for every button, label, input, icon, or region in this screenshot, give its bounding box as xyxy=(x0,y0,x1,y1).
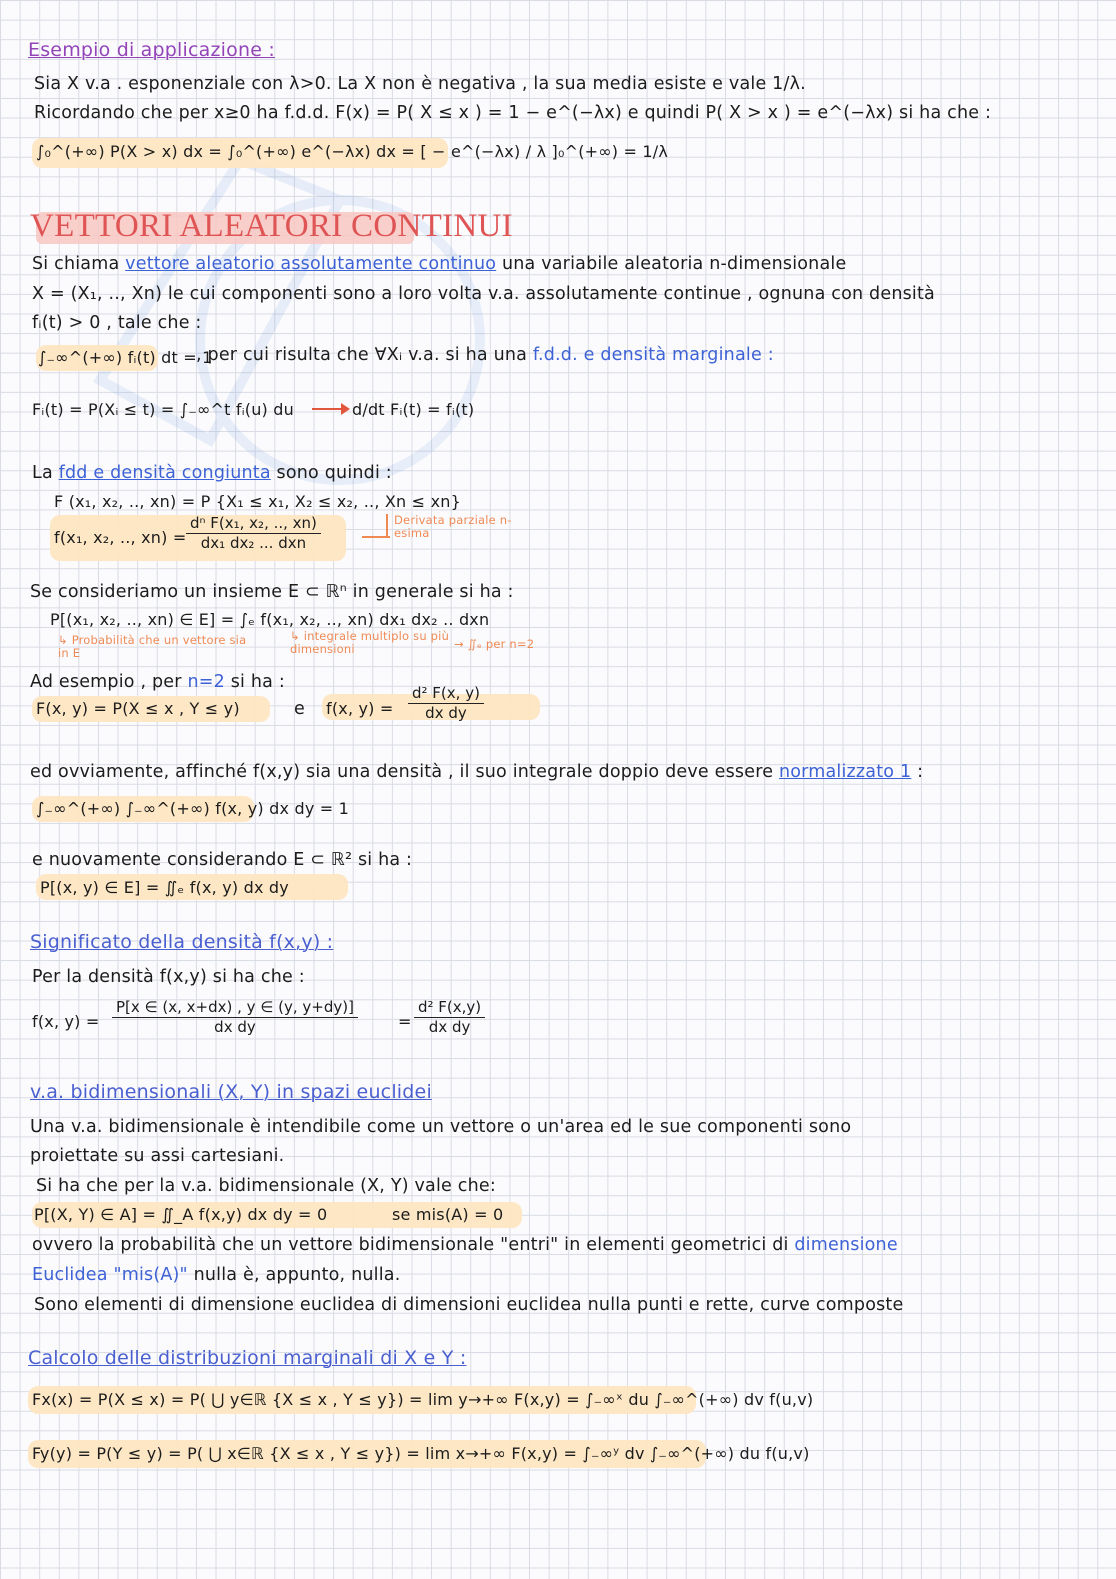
joint-intro-start: La xyxy=(32,463,53,483)
euclid-euclidea-term: Euclidea "mis(A)" xyxy=(32,1265,188,1285)
euclid-line-6: Sono elementi di dimensione euclidea di dimensioni euclidea nulla punti e rette, curve composte xyxy=(34,1295,904,1315)
marginal-line xyxy=(196,343,774,367)
example2-n: n=2 xyxy=(187,672,225,692)
euclid-line-3: Si ha che per la v.a. bidimensionale (X, Y) vale che: xyxy=(36,1176,496,1196)
partial-derivative-note: Derivata parziale n-esima xyxy=(394,513,512,540)
right-arrow-icon xyxy=(312,408,348,410)
definition-end: una variabile aleatoria n-dimensionale xyxy=(501,254,847,274)
example-title: Esempio di applicazione : xyxy=(28,39,275,61)
meaning-equals: = xyxy=(398,1012,412,1031)
joint-density-numerator: dⁿ F(x₁, x₂, .., xn) xyxy=(186,514,321,534)
marginal-x-formula: Fx(x) = P(X ≤ x) = P( ⋃ y∈ℝ {X ≤ x , Y ≤ y}) = lim y→+∞ F(x,y) = ∫₋∞ˣ du ∫₋∞^(+∞) dv f(u,v) xyxy=(32,1390,814,1409)
meaning-fraction xyxy=(112,998,358,1037)
meaning-numerator: P[x ∈ (x, x+dx) , y ∈ (y, y+dy)] xyxy=(112,998,358,1018)
meaning-lhs: f(x, y) = xyxy=(32,1012,100,1031)
example2-density-lhs: f(x, y) = xyxy=(326,699,394,718)
definition-line-2: X = (X₁, .., Xn) le cui componenti sono a loro volta v.a. assolutamente continue , ognuna con densità xyxy=(32,284,935,304)
marginal-term: f.d.d. e densità marginale : xyxy=(532,345,774,365)
joint-intro xyxy=(32,461,392,485)
joint-cdf: F (x₁, x₂, .., xn) = P {X₁ ≤ x₁, X₂ ≤ x₂, .., Xn ≤ xn} xyxy=(54,492,461,511)
joint-term: fdd e densità congiunta xyxy=(58,463,271,483)
example-formula: ∫₀^(+∞) P(X > x) dx = ∫₀^(+∞) e^(−λx) dx = [ − e^(−λx) / λ ]₀^(+∞) = 1/λ xyxy=(36,142,669,161)
euclid-condition: se mis(A) = 0 xyxy=(392,1205,504,1224)
definition-line-3: fᵢ(t) > 0 , tale che : xyxy=(32,313,202,333)
meaning-fraction-2 xyxy=(414,998,485,1037)
joint-density-denominator: dx₁ dx₂ ... dxn xyxy=(200,534,307,552)
region-probability: P[(x, y) ∈ E] = ∬ₑ f(x, y) dx dy xyxy=(40,878,289,897)
example2-intro-start: Ad esempio , per xyxy=(30,672,182,692)
euclid-line-5 xyxy=(32,1263,400,1287)
marginal-cdf: Fᵢ(t) = P(Xᵢ ≤ t) = ∫₋∞^t fᵢ(u) du xyxy=(32,400,294,419)
meaning-denominator: dx dy xyxy=(214,1018,256,1036)
normalization-again: e nuovamente considerando E ⊂ ℝ² si ha : xyxy=(32,850,413,870)
example2-cdf: F(x, y) = P(X ≤ x , Y ≤ y) xyxy=(36,699,240,718)
example2-intro-end: si ha : xyxy=(230,672,285,692)
euclid-line-4 xyxy=(32,1233,898,1257)
example2-denominator: dx dy xyxy=(425,704,467,722)
joint-density-fraction xyxy=(186,514,321,553)
joint-density-lhs: f(x₁, x₂, .., xn) = xyxy=(54,528,187,547)
meaning-intro: Per la densità f(x,y) si ha che : xyxy=(32,967,305,987)
section-title: VETTORI ALEATORI CONTINUI xyxy=(30,208,513,244)
set-note-2: ↳ integrale multiplo su più dimensioni xyxy=(290,629,450,656)
example2-fraction xyxy=(408,684,484,723)
set-note-1: ↳ Probabilità che un vettore sia in E xyxy=(58,633,247,660)
definition-line-1 xyxy=(32,252,846,276)
definition-term: vettore aleatorio assolutamente continuo xyxy=(125,254,497,274)
set-formula: P[(x₁, x₂, .., xn) ∈ E] = ∫ₑ f(x₁, x₂, .., xn) dx₁ dx₂ .. dxn xyxy=(50,610,490,629)
example-line-1: Sia X v.a . esponenziale con λ>0. La X non è negativa , la sua media esiste e vale 1/λ. xyxy=(34,74,806,94)
meaning-numerator-2: d² F(x,y) xyxy=(414,998,485,1018)
set-intro: Se consideriamo un insieme E ⊂ ℝⁿ in generale si ha : xyxy=(30,582,514,602)
normalization-term: normalizzato 1 xyxy=(778,762,912,782)
double-integral: ∫₋∞^(+∞) ∫₋∞^(+∞) f(x, y) dx dy = 1 xyxy=(36,799,350,818)
normalization-integral: ∫₋∞^(+∞) fᵢ(t) dt = 1 xyxy=(38,348,213,367)
joint-intro-end: sono quindi : xyxy=(276,463,392,483)
example2-intro xyxy=(30,670,285,694)
euclid-line-5-end: nulla è, appunto, nulla. xyxy=(193,1265,401,1285)
normalization-start: ed ovviamente, affinché f(x,y) sia una densità , il suo integrale doppio deve essere xyxy=(30,762,774,782)
euclid-dimension-term: dimensione xyxy=(794,1235,898,1255)
marginal-y-formula: Fy(y) = P(Y ≤ y) = P( ⋃ x∈ℝ {X ≤ x , Y ≤ y}) = lim x→+∞ F(x,y) = ∫₋∞ʸ dv ∫₋∞^(+∞) du f(u,v) xyxy=(32,1444,810,1463)
derivative-formula: d/dt Fᵢ(t) = fᵢ(t) xyxy=(352,400,475,419)
meaning-denominator-2: dx dy xyxy=(428,1018,471,1036)
euclid-line-1: Una v.a. bidimensionale è intendibile come un vettore o un'area ed le sue componenti sono xyxy=(30,1117,852,1137)
normalization-text xyxy=(30,760,923,784)
example2-numerator: d² F(x, y) xyxy=(408,684,484,704)
meaning-title: Significato della densità f(x,y) : xyxy=(30,931,334,953)
example-line-2: Ricordando che per x≥0 ha f.d.d. F(x) = P( X ≤ x ) = 1 − e^(−λx) e quindi P( X > x ) = e^(−λx) si ha che : xyxy=(34,103,992,123)
marginal-intro: , per cui risulta che ∀Xᵢ v.a. si ha una xyxy=(196,345,528,365)
euclid-formula: P[(X, Y) ∈ A] = ∬_A f(x,y) dx dy = 0 xyxy=(34,1205,328,1224)
euclid-line-2: proiettate su assi cartesiani. xyxy=(30,1146,285,1166)
euclid-title: v.a. bidimensionali (X, Y) in spazi euclidei xyxy=(30,1081,432,1103)
set-note-3: → ∬ₑ per n=2 xyxy=(454,637,535,651)
euclid-line-4-start: ovvero la probabilità che un vettore bidimensionale "entri" in elementi geometrici di xyxy=(32,1235,789,1255)
bracket-line xyxy=(386,514,388,538)
normalization-end: : xyxy=(917,762,924,782)
marginals-title: Calcolo delle distribuzioni marginali di X e Y : xyxy=(28,1347,467,1369)
definition-start: Si chiama xyxy=(32,254,120,274)
example2-and: e xyxy=(294,699,305,719)
